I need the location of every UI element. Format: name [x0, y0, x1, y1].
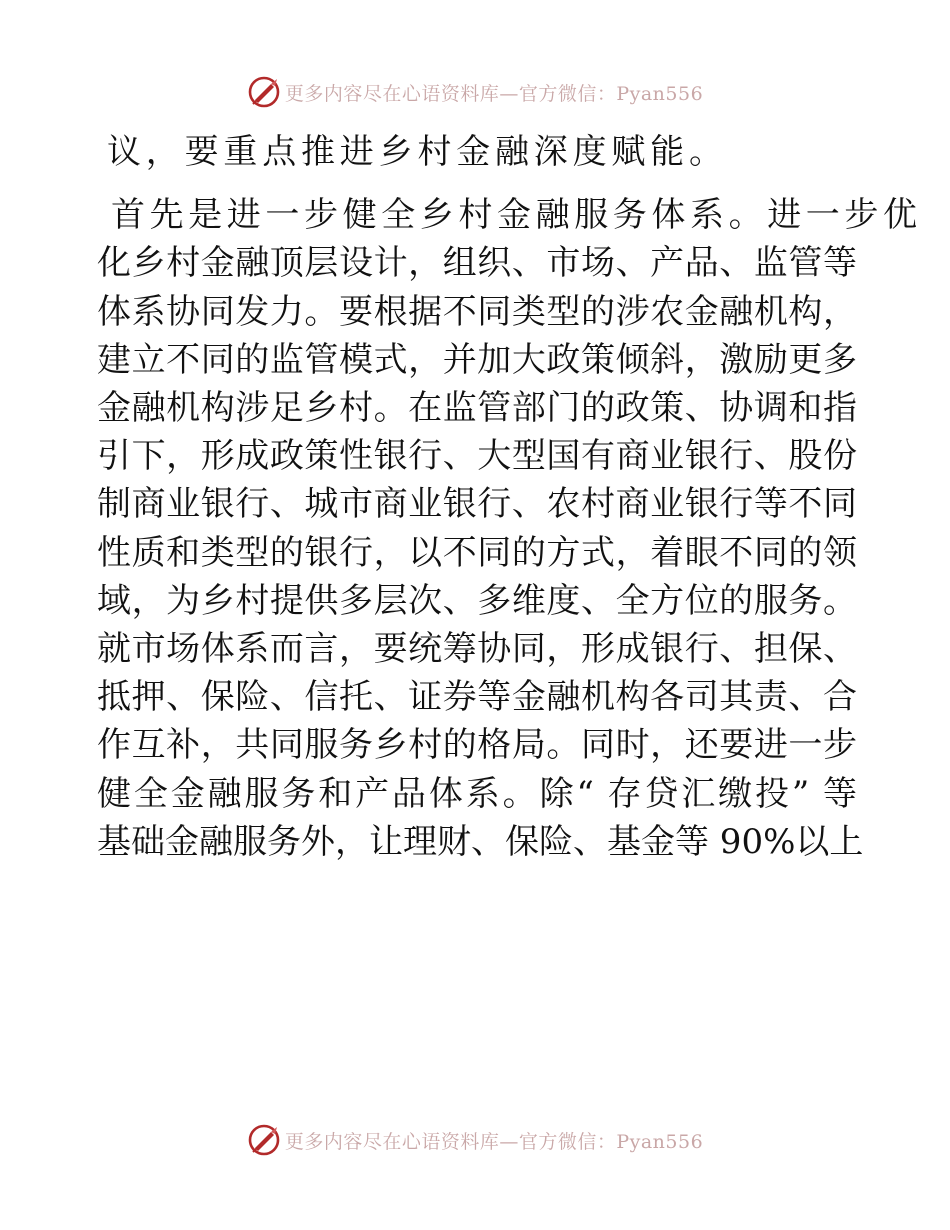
text-line: 作互补，共同服务乡村的格局。同时，还要进一步 — [97, 725, 857, 766]
text-line: 抵押、保险、信托、证券等金融机构各司其责、合 — [97, 677, 857, 718]
text-line: 性质和类型的银行，以不同的方式，着眼不同的领 — [97, 532, 857, 573]
header-watermark — [0, 72, 950, 112]
quill-logo-icon — [247, 1123, 281, 1157]
header-watermark-text: 更多内容尽在心语资料库—官方微信：Pyan556 — [284, 82, 704, 105]
quill-logo-icon — [247, 75, 281, 109]
footer-watermark-text: 更多内容尽在心语资料库—官方微信：Pyan556 — [284, 1130, 704, 1153]
text-line: 引下，形成政策性银行、大型国有商业银行、股份 — [97, 436, 857, 477]
text-line: 基础金融服务外，让理财、保险、基金等 90%以上 — [97, 821, 864, 862]
text-line: 议，要重点推进乡村金融深度赋能。 — [107, 132, 728, 172]
text-line: 制商业银行、城市商业银行、农村商业银行等不同 — [97, 484, 857, 525]
text-line: 就市场体系而言，要统筹协同，形成银行、担保、 — [97, 629, 857, 670]
text-line: 域，为乡村提供多层次、多维度、全方位的服务。 — [97, 580, 857, 621]
text-line: 体系协同发力。要根据不同类型的涉农金融机构， — [97, 291, 857, 332]
footer-watermark — [0, 1120, 950, 1160]
text-line: 建立不同的监管模式，并加大政策倾斜，激励更多 — [97, 339, 857, 380]
text-line: 健全金融服务和产品体系。除“ 存贷汇缴投” 等 — [97, 773, 857, 814]
paragraph-first-line: 首先是进一步健全乡村金融服务体系。进一步优 — [111, 195, 922, 236]
document-body — [97, 128, 922, 866]
text-line: 化乡村金融顶层设计，组织、市场、产品、监管等 — [97, 243, 857, 284]
text-line: 金融机构涉足乡村。在监管部门的政策、协调和指 — [97, 388, 857, 429]
